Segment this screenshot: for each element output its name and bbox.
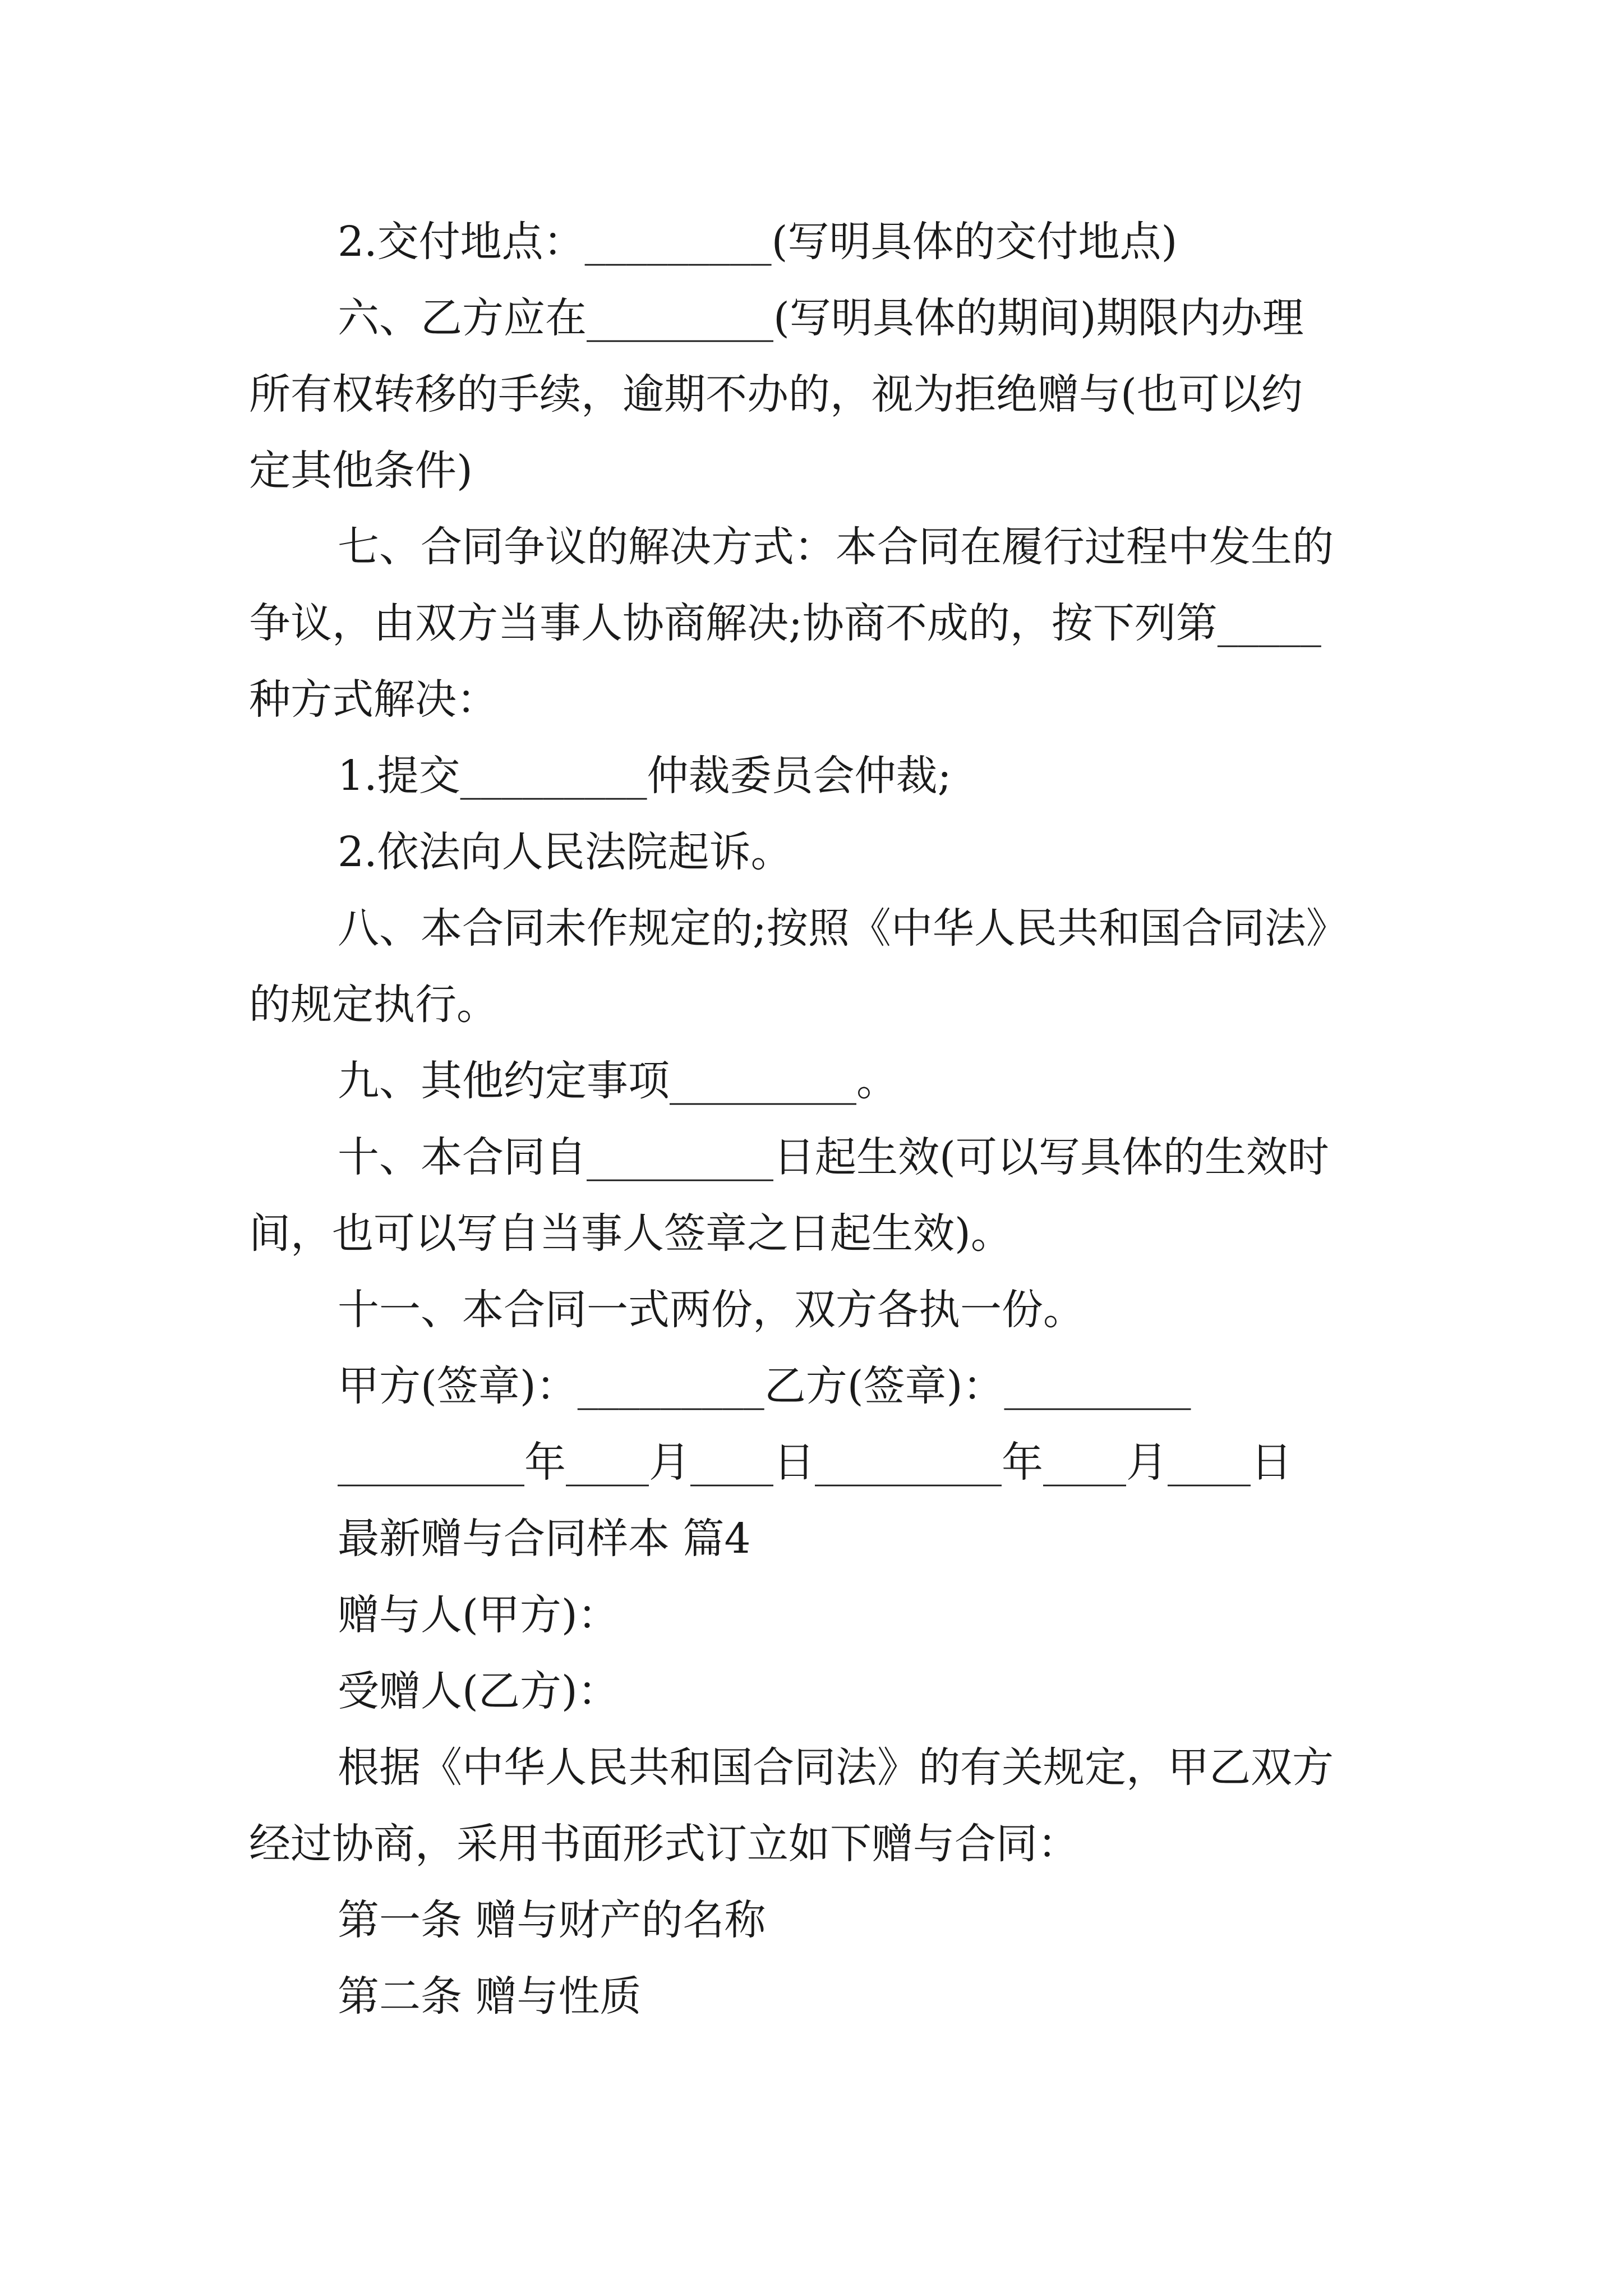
clause-10-continuation: 间，也可以写自当事人签章之日起生效)。: [249, 1209, 1012, 1258]
preamble-line: 根据《中华人民共和国合同法》的有关规定，甲乙双方: [338, 1743, 1334, 1792]
clause-8-continuation: 的规定执行。: [249, 981, 498, 1029]
donee-line: 受赠人(乙方)：: [338, 1667, 619, 1715]
section-heading: 最新赠与合同样本 篇4: [338, 1515, 751, 1563]
article-2-line: 第二条 赠与性质: [338, 1972, 642, 2021]
clause-10-line: 十、本合同自_________日起生效(可以写具体的生效时: [338, 1133, 1329, 1181]
arbitration-option: 1.提交_________仲裁委员会仲裁;: [338, 752, 952, 800]
date-line: _________年____月____日_________年____月____日: [338, 1438, 1292, 1487]
clause-7-continuation: 争议，由双方当事人协商解决;协商不成的，按下列第_____: [249, 599, 1321, 647]
clause-6-line: 六、乙方应在_________(写明具体的期间)期限内办理: [338, 294, 1304, 342]
donor-line: 赠与人(甲方)：: [338, 1591, 619, 1639]
clause-7-line: 七、合同争议的解决方式：本合同在履行过程中发生的: [338, 523, 1334, 571]
clause-6-continuation: 定其他条件): [249, 447, 473, 495]
preamble-continuation: 经过协商，采用书面形式订立如下赠与合同：: [249, 1820, 1079, 1868]
litigation-option: 2.依法向人民法院起诉。: [338, 828, 792, 876]
clause-11-line: 十一、本合同一式两份，双方各执一份。: [338, 1286, 1085, 1334]
clause-9-line: 九、其他约定事项_________。: [338, 1057, 898, 1105]
clause-7-continuation: 种方式解决：: [249, 675, 498, 724]
delivery-location-line: 2.交付地点：_________(写明具体的交付地点): [338, 218, 1178, 266]
clause-6-continuation: 所有权转移的手续，逾期不办的，视为拒绝赠与(也可以约: [249, 370, 1303, 418]
signature-line: 甲方(签章)：_________乙方(签章)：_________: [338, 1362, 1191, 1410]
clause-8-line: 八、本合同未作规定的;按照《中华人民共和国合同法》: [338, 904, 1348, 953]
article-1-line: 第一条 赠与财产的名称: [338, 1896, 766, 1944]
